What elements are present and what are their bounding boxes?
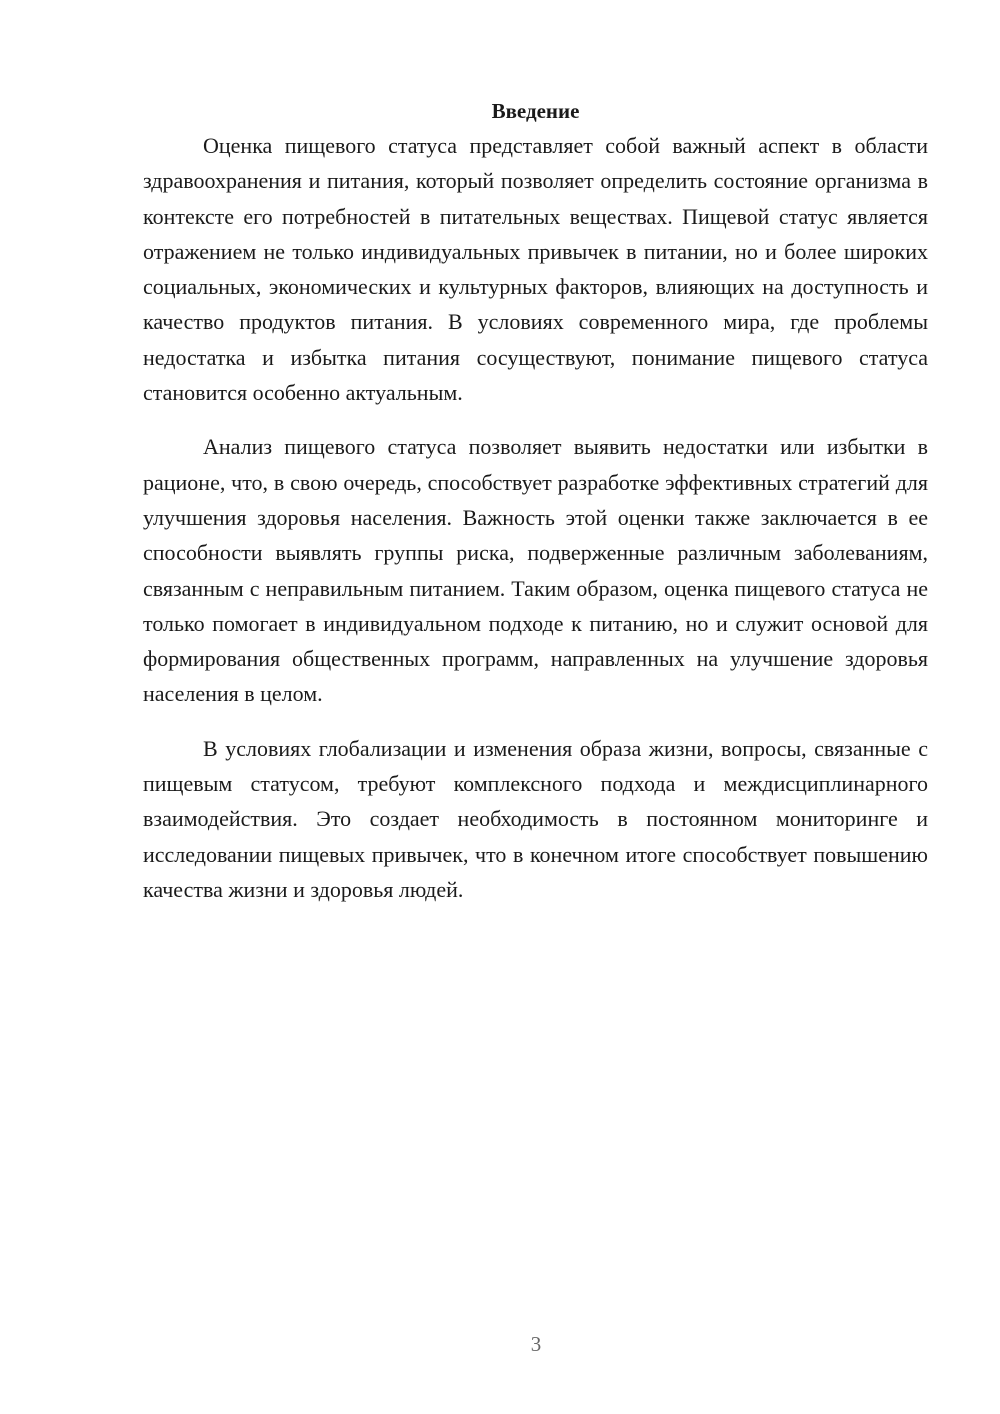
section-title: Введение [491,99,580,123]
paragraph-3: В условиях глобализации и изменения образа жизни, вопросы, связанные с пищевым статусом, требуют комплексного подхода и междисциплинарного взаимодействия. Это создает необходимость в постоянном мониторинге и исследовании пищевых привычек, что в конечном итоге способствует повышению качества жизни и здоровья людей. [143,735,928,902]
page-number: 3 [530,1332,542,1356]
paragraph-1: Оценка пищевого статуса представляет собой важный аспект в области здравоохранения и питания, который позволяет определить состояние организма в контексте его потребностей в питательных веществах. Пищевой статус является отражением не только индивидуальных привычек в питании, но и более широких социальных, экономических и культурных факторов, влияющих на доступность и качество продуктов питания. В условиях современного мира, где проблемы недостатка и избытка питания сосуществуют, понимание пищевого статуса становится особенно актуальным. [143,133,928,406]
paragraph-2: Анализ пищевого статуса позволяет выявить недостатки или избытки в рационе, что, в свою очередь, способствует разработке эффективных стратегий для улучшения здоровья населения. Важность этой оценки также заключается в ее способности выявлять группы риска, подверженные различным заболеваниям, связанным с неправильным питанием. Таким образом, оценка пищевого статуса не только помогает в индивидуальном подходе к питанию, но и служит основой для формирования общественных программ, направленных на улучшение здоровья населения в целом. [143,434,928,707]
page-content [143,95,928,926]
